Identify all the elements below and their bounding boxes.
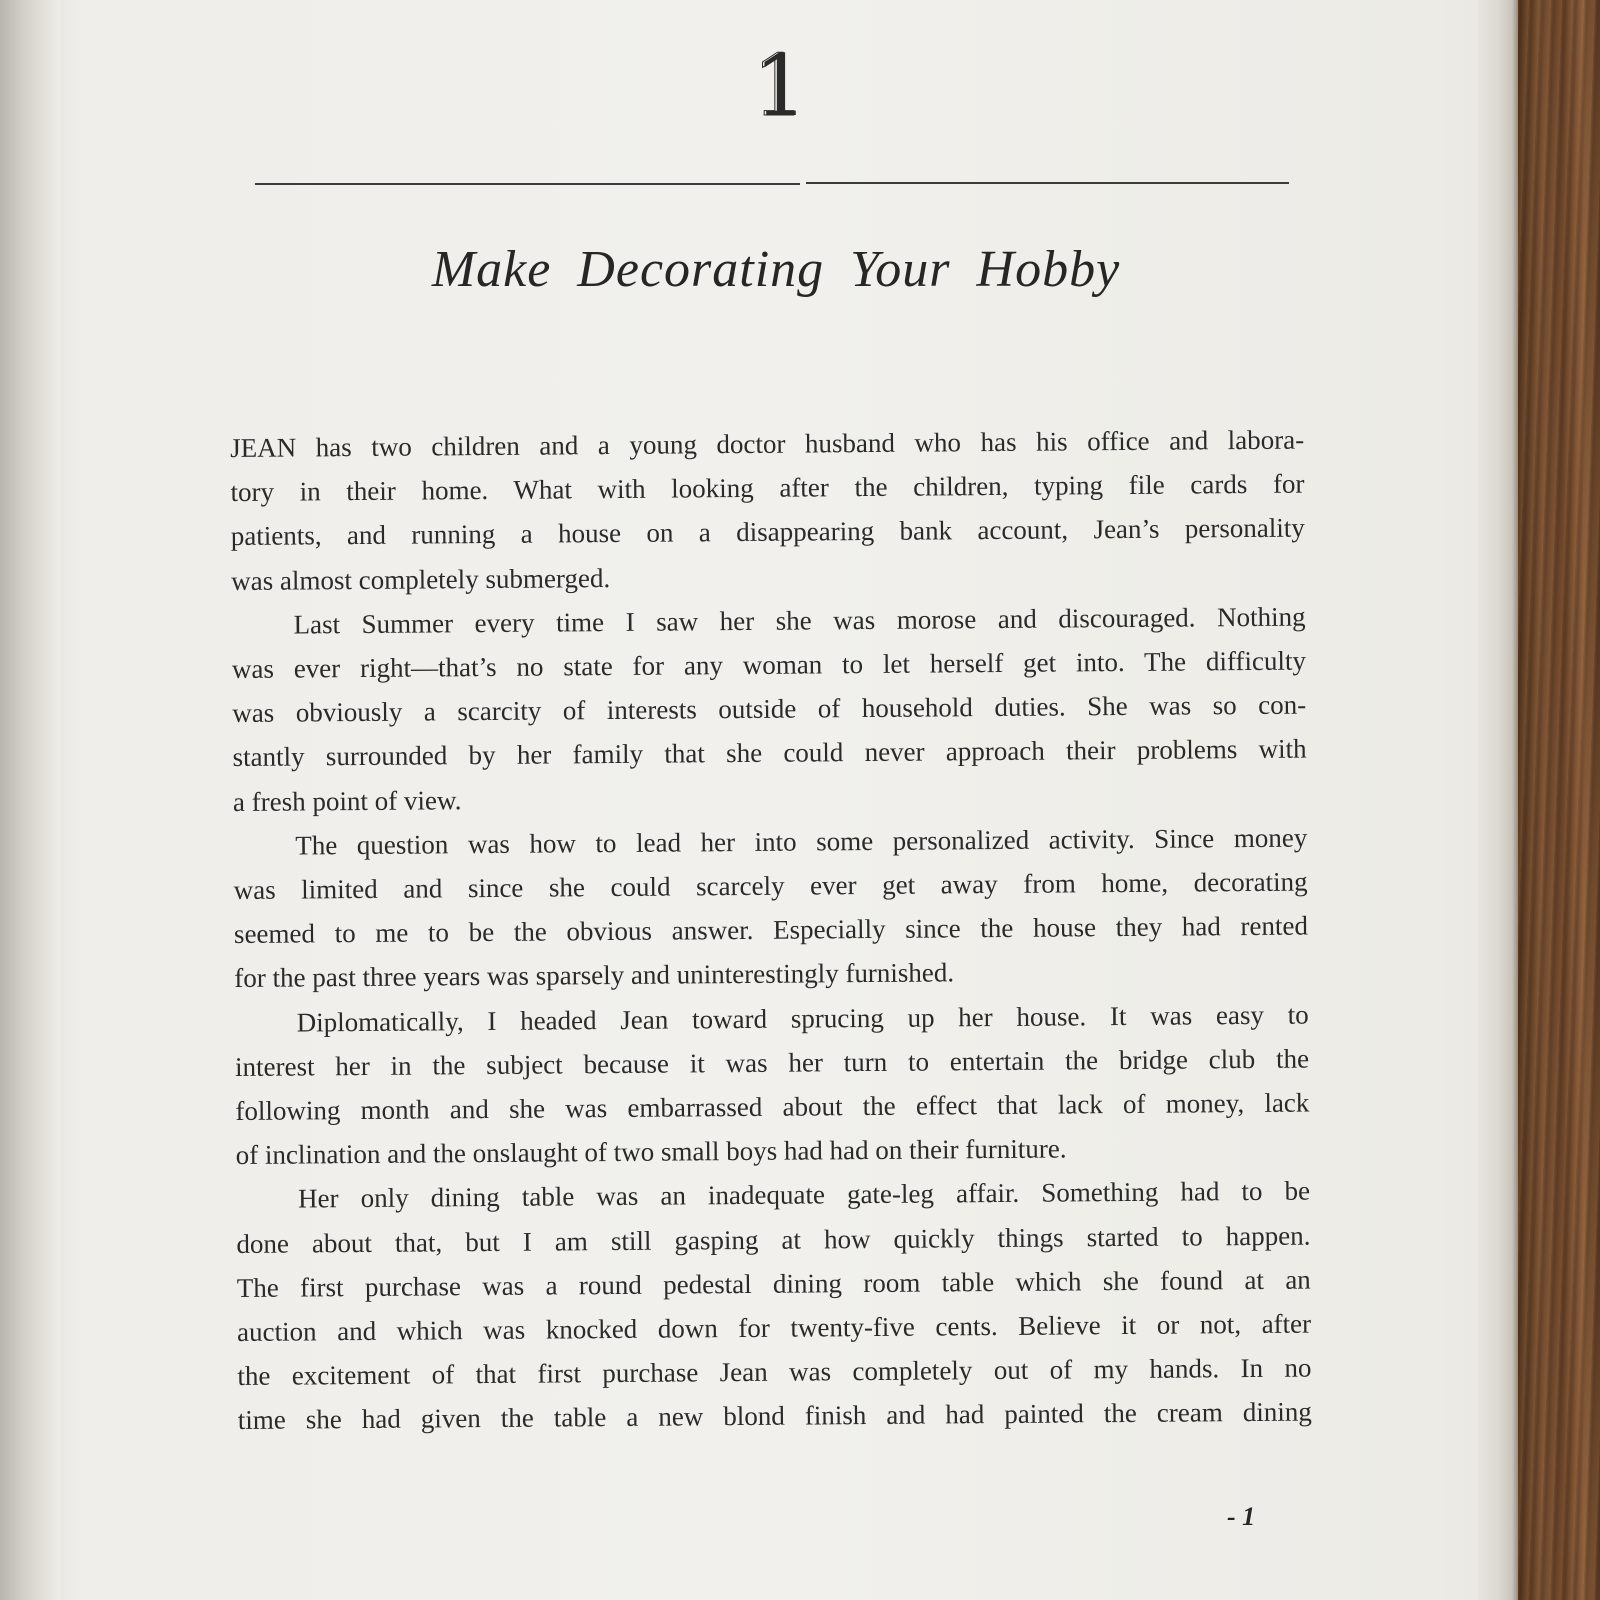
title-rule-left (255, 183, 800, 185)
text-line: JEAN has two children and a young doctor husband who has his office and labora- (230, 424, 1305, 463)
text-line: time she had given the table a new blond finish and had painted the cream dining (237, 1397, 1312, 1436)
text-line: was limited and since she could scarcely ever get away from home, decorating (233, 866, 1308, 906)
text-line: tory in their home. What with looking after the children, typing file cards for (230, 468, 1305, 508)
text-line: auction and which was knocked down for twenty-five cents. Believe it or not, after (236, 1308, 1312, 1348)
text-line: was ever right—that’s no state for any woman to let herself get into. The difficulty (231, 645, 1306, 685)
paragraph (230, 418, 1305, 603)
text-line: interest her in the subject because it was her turn to entertain the bridge club the (234, 1043, 1310, 1082)
paragraph (233, 815, 1308, 1000)
book-gutter (0, 0, 60, 1600)
text-line: The question was how to lead her into some personalized activity. Since money (295, 822, 1308, 861)
title-rule-right (806, 182, 1289, 184)
paragraph (235, 992, 1310, 1177)
text-line: for the past three years was sparsely and uninterestingly furnished. (234, 957, 955, 994)
text-line: following month and she was embarrassed about the effect that lack of money, lack (235, 1087, 1310, 1127)
paragraph (236, 1169, 1312, 1443)
text-line: was obviously a scarcity of interests outside of household duties. She was so con- (232, 689, 1307, 729)
page-number: - 1 (1227, 1502, 1256, 1531)
text-line: done about that, but I am still gasping at how quickly things started to happen. (236, 1220, 1311, 1259)
text-line: Last Summer every time I saw her she was morose and discouraged. Nothing (293, 601, 1306, 640)
text-line: Her only dining table was an inadequate gate-leg affair. Something had to be (297, 1175, 1311, 1214)
text-line: The first purchase was a round pedestal dining room table which she found at an (236, 1264, 1311, 1303)
chapter-number: 1 (752, 37, 806, 135)
text-line: Diplomatically, I headed Jean toward sprucing up her house. It was easy to (296, 999, 1309, 1038)
text-line: the excitement of that first purchase Jean was completely out of my hands. In no (237, 1352, 1312, 1392)
text-line: patients, and running a house on a disappearing bank account, Jean’s personality (230, 512, 1305, 552)
text-line: seemed to me to be the obvious answer. Especially since the house they had rented (233, 910, 1309, 950)
wooden-table-edge (1518, 0, 1600, 1600)
text-line: of inclination and the onslaught of two small boys had had on their furniture. (235, 1133, 1067, 1171)
text-line: stantly surrounded by her family that she could never approach their problems with (232, 733, 1307, 773)
text-line: was almost completely submerged. (231, 562, 611, 596)
chapter-title: Make Decorating Your Hobby (431, 241, 1121, 298)
paragraph (231, 594, 1307, 823)
text-line: a fresh point of view. (232, 784, 462, 817)
body-text (230, 418, 1312, 1443)
book-page (60, 0, 1478, 1600)
page-edge (1478, 0, 1520, 1600)
